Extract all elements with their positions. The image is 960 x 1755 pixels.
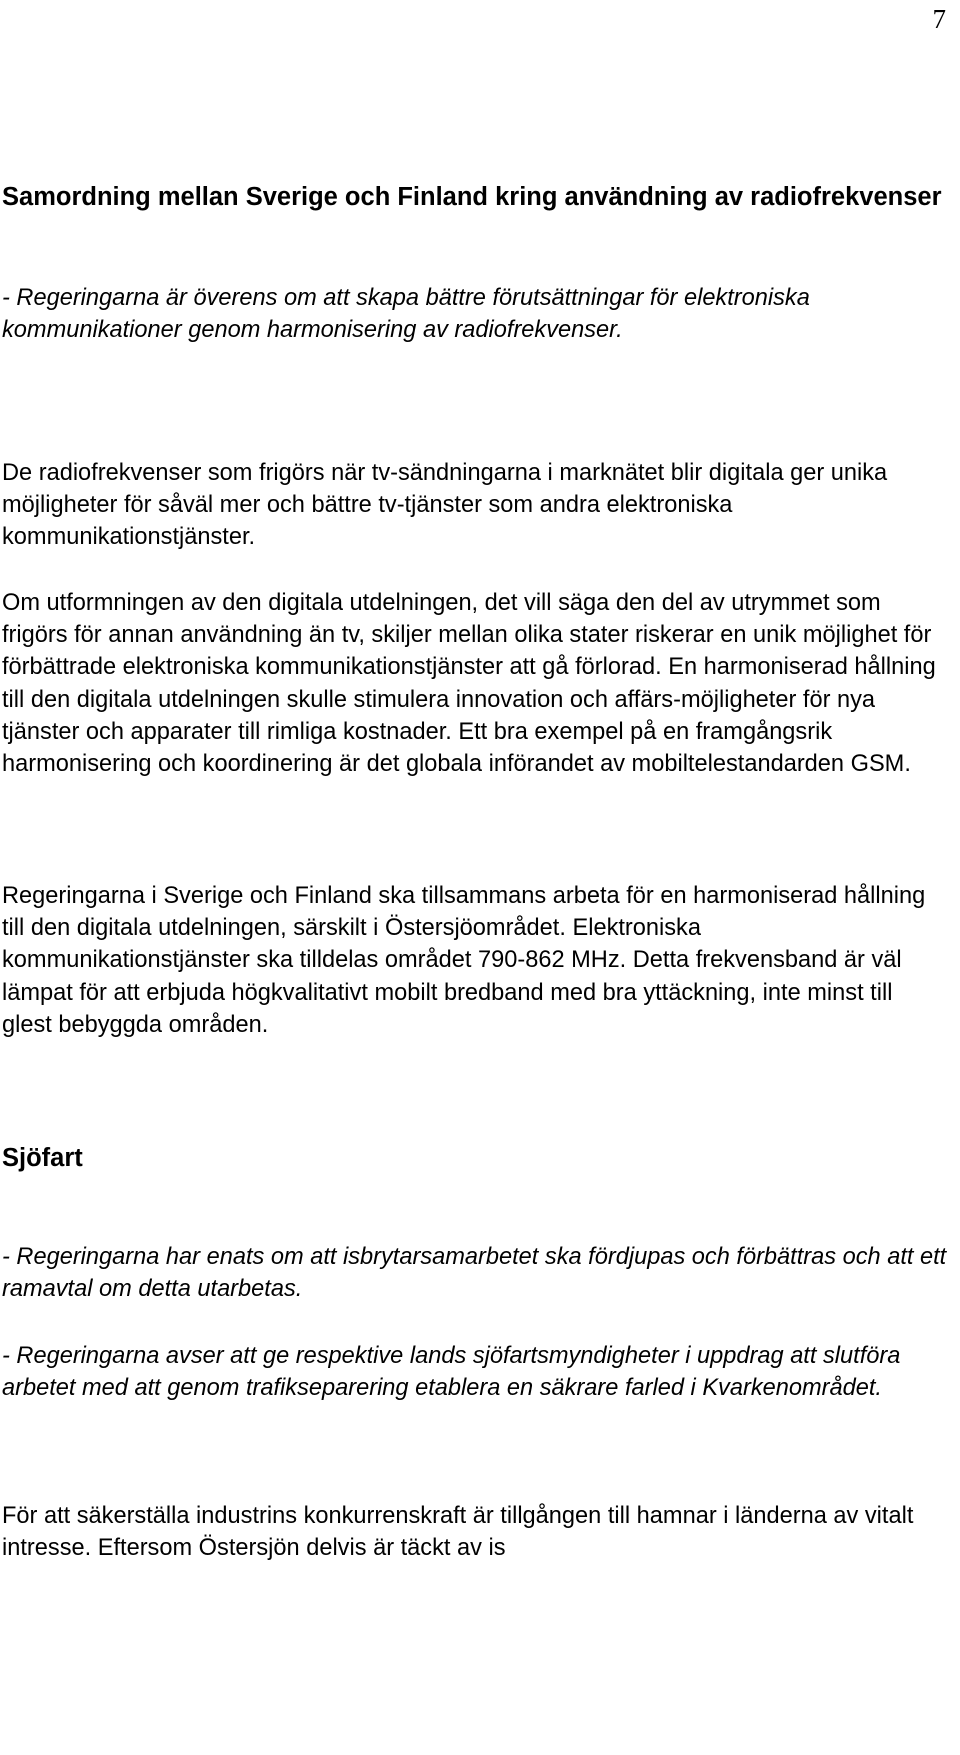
body-paragraph-sjofart-1: För att säkerställa industrins konkurrenskraft är tillgången till hamnar i länderna av vitalt intresse. Eftersom Östersjön delvis är täckt av is xyxy=(2,1503,914,1562)
decision-paragraph-sjofart-2: - Regeringarna avser att ge respektive lands sjöfartsmyndigheter i uppdrag att slutföra arbetet med att genom trafikseparering etablera en säkrare farled i Kvarkenområdet. xyxy=(2,1343,901,1402)
page-number: 7 xyxy=(932,4,946,34)
body-paragraph-radio-1: De radiofrekvenser som frigörs när tv-sändningarna i marknätet blir digitala ger unika möjligheter för såväl mer och bättre tv-tjänster som andra elektroniska kommunikationstjänster. xyxy=(2,460,888,551)
decision-paragraph-sjofart-1: - Regeringarna har enats om att isbrytarsamarbetet ska fördjupas och förbättras och att ett ramavtal om detta utarbetas. xyxy=(2,1244,947,1303)
section-title-sjofart: Sjöfart xyxy=(2,1144,83,1172)
section-title-radiofrekvenser: Samordning mellan Sverige och Finland kring användning av radiofrekvenser xyxy=(2,183,942,212)
decision-paragraph-radio: - Regeringarna är överens om att skapa bättre förutsättningar för elektroniska kommunikationer genom harmonisering av radiofrekvenser. xyxy=(2,285,810,344)
body-paragraph-radio-3: Regeringarna i Sverige och Finland ska tillsammans arbeta för en harmoniserad hållning till den digitala utdelningen, särskilt i Östersjöområdet. Elektroniska kommunikationstjänster ska tilldelas området 790-862 MHz. Detta frekvensband är väl lämpat för att erbjuda högkvalitativt mobilt bredband med bra yttäckning, inte minst till glest bebyggda områden. xyxy=(2,883,926,1038)
body-paragraph-radio-2: Om utformningen av den digitala utdelningen, det vill säga den del av utrymmet som frigörs för annan användning än tv, skiljer mellan olika stater riskerar en unik möjlighet för förbättrade elektroniska kommunikationstjänster att gå förlorad. En harmoniserad hållning till den digitala utdelningen skulle stimulera innovation och affärs-möjligheter för nya tjänster och apparater till rimliga kostnader. Ett bra exempel på en framgångsrik harmonisering och koordinering är det globala införandet av mobiltelestandarden GSM. xyxy=(2,590,936,778)
